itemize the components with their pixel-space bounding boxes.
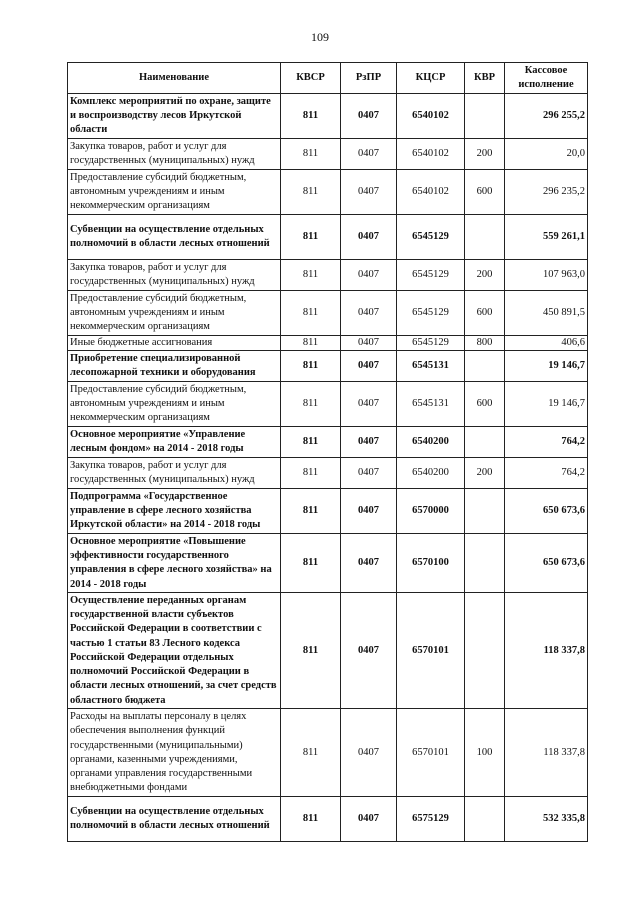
row-kvsr-cell: 811 (281, 534, 341, 593)
row-amount-cell: 650 673,6 (505, 489, 588, 534)
row-name-cell: Осуществление переданных органам государственной власти субъектов Российской Федерации в соответствии с частью 1 статьи 83 Лесного кодекса Российской Федерации отдельных полномочий Российской Федерации в области лесных отношений, за счет средств областного бюджета (68, 593, 281, 709)
row-amount-cell: 532 335,8 (505, 797, 588, 842)
row-kcsr-cell: 6545131 (397, 382, 465, 427)
row-kvsr-cell: 811 (281, 170, 341, 215)
row-kvr-cell: 600 (465, 382, 505, 427)
budget-table (67, 62, 588, 842)
row-kcsr-cell: 6540200 (397, 458, 465, 489)
row-name-cell: Основное мероприятие «Повышение эффективности государственного управления в сфере лесного хозяйства» на 2014 - 2018 годы (68, 534, 281, 593)
header-kvsr: КВСР (281, 63, 341, 94)
row-amount-cell: 107 963,0 (505, 260, 588, 291)
row-kvsr-cell: 811 (281, 489, 341, 534)
table-row (68, 139, 588, 170)
row-kcsr-cell: 6570101 (397, 593, 465, 709)
row-rzpr-cell: 0407 (341, 382, 397, 427)
row-rzpr-cell: 0407 (341, 427, 397, 458)
row-rzpr-cell: 0407 (341, 139, 397, 170)
row-name-cell: Субвенции на осуществление отдельных полномочий в области лесных отношений (68, 215, 281, 260)
header-kcsr: КЦСР (397, 63, 465, 94)
row-kcsr-cell: 6570101 (397, 709, 465, 797)
row-kvsr-cell: 811 (281, 458, 341, 489)
row-amount-cell: 19 146,7 (505, 382, 588, 427)
row-amount-cell: 450 891,5 (505, 291, 588, 336)
row-kvsr-cell: 811 (281, 351, 341, 382)
row-amount-cell: 764,2 (505, 458, 588, 489)
row-kvr-cell: 200 (465, 260, 505, 291)
table-row (68, 291, 588, 336)
row-amount-cell: 650 673,6 (505, 534, 588, 593)
row-name-cell: Закупка товаров, работ и услуг для государственных (муниципальных) нужд (68, 458, 281, 489)
table-row (68, 709, 588, 797)
row-kcsr-cell: 6570100 (397, 534, 465, 593)
row-rzpr-cell: 0407 (341, 336, 397, 351)
row-kvsr-cell: 811 (281, 427, 341, 458)
row-kvsr-cell: 811 (281, 797, 341, 842)
row-rzpr-cell: 0407 (341, 534, 397, 593)
row-kcsr-cell: 6540102 (397, 139, 465, 170)
row-kvr-cell: 200 (465, 458, 505, 489)
row-kvr-cell: 600 (465, 291, 505, 336)
row-kvsr-cell: 811 (281, 260, 341, 291)
table-row (68, 489, 588, 534)
row-kcsr-cell: 6545129 (397, 215, 465, 260)
row-rzpr-cell: 0407 (341, 458, 397, 489)
header-rzpr: РзПР (341, 63, 397, 94)
row-rzpr-cell: 0407 (341, 170, 397, 215)
header-amount: Кассовое исполнение (505, 63, 588, 94)
table-row (68, 458, 588, 489)
row-amount-cell: 296 255,2 (505, 94, 588, 139)
row-name-cell: Подпрограмма «Государственное управление в сфере лесного хозяйства Иркутской области» на 2014 - 2018 годы (68, 489, 281, 534)
table-body (68, 94, 588, 842)
row-kvr-cell (465, 94, 505, 139)
row-kvr-cell (465, 215, 505, 260)
row-kvsr-cell: 811 (281, 709, 341, 797)
row-name-cell: Расходы на выплаты персоналу в целях обеспечения выполнения функций государственными (муниципальными) органами, казенными учреждениями, органами управления государственными внебюджетными фондами (68, 709, 281, 797)
row-kvr-cell (465, 351, 505, 382)
row-name-cell: Иные бюджетные ассигнования (68, 336, 281, 351)
row-kvr-cell (465, 797, 505, 842)
table-row (68, 797, 588, 842)
table-row (68, 94, 588, 139)
table-row (68, 170, 588, 215)
row-kcsr-cell: 6540102 (397, 170, 465, 215)
row-kvr-cell (465, 427, 505, 458)
row-amount-cell: 20,0 (505, 139, 588, 170)
table-row (68, 215, 588, 260)
row-rzpr-cell: 0407 (341, 215, 397, 260)
row-kvsr-cell: 811 (281, 139, 341, 170)
row-name-cell: Закупка товаров, работ и услуг для государственных (муниципальных) нужд (68, 139, 281, 170)
row-amount-cell: 118 337,8 (505, 593, 588, 709)
table-row (68, 260, 588, 291)
row-kvr-cell: 600 (465, 170, 505, 215)
row-name-cell: Предоставление субсидий бюджетным, автономным учреждениям и иным некоммерческим организациям (68, 382, 281, 427)
header-name: Наименование (68, 63, 281, 94)
row-rzpr-cell: 0407 (341, 593, 397, 709)
row-rzpr-cell: 0407 (341, 260, 397, 291)
row-rzpr-cell: 0407 (341, 709, 397, 797)
row-rzpr-cell: 0407 (341, 291, 397, 336)
header-kvr: КВР (465, 63, 505, 94)
row-kvr-cell (465, 489, 505, 534)
row-kvsr-cell: 811 (281, 593, 341, 709)
row-kcsr-cell: 6575129 (397, 797, 465, 842)
table-row (68, 593, 588, 709)
row-kcsr-cell: 6545129 (397, 291, 465, 336)
table-row (68, 336, 588, 351)
row-kcsr-cell: 6545131 (397, 351, 465, 382)
row-kcsr-cell: 6540200 (397, 427, 465, 458)
row-name-cell: Предоставление субсидий бюджетным, автономным учреждениям и иным некоммерческим организациям (68, 291, 281, 336)
table-header-row (68, 63, 588, 94)
row-kvr-cell (465, 593, 505, 709)
table-row (68, 382, 588, 427)
row-kvsr-cell: 811 (281, 291, 341, 336)
row-rzpr-cell: 0407 (341, 94, 397, 139)
row-name-cell: Субвенции на осуществление отдельных полномочий в области лесных отношений (68, 797, 281, 842)
row-amount-cell: 406,6 (505, 336, 588, 351)
row-kcsr-cell: 6570000 (397, 489, 465, 534)
row-amount-cell: 118 337,8 (505, 709, 588, 797)
row-kvr-cell: 200 (465, 139, 505, 170)
row-name-cell: Приобретение специализированной лесопожарной техники и оборудования (68, 351, 281, 382)
table-row (68, 427, 588, 458)
row-kvr-cell: 100 (465, 709, 505, 797)
row-amount-cell: 559 261,1 (505, 215, 588, 260)
row-kvr-cell: 800 (465, 336, 505, 351)
table-row (68, 351, 588, 382)
row-kvsr-cell: 811 (281, 215, 341, 260)
row-kvsr-cell: 811 (281, 94, 341, 139)
row-kcsr-cell: 6545129 (397, 336, 465, 351)
row-amount-cell: 764,2 (505, 427, 588, 458)
row-name-cell: Основное мероприятие «Управление лесным фондом» на 2014 - 2018 годы (68, 427, 281, 458)
row-kvr-cell (465, 534, 505, 593)
row-name-cell: Закупка товаров, работ и услуг для государственных (муниципальных) нужд (68, 260, 281, 291)
row-rzpr-cell: 0407 (341, 489, 397, 534)
row-name-cell: Комплекс мероприятий по охране, защите и воспроизводству лесов Иркутской области (68, 94, 281, 139)
row-name-cell: Предоставление субсидий бюджетным, автономным учреждениям и иным некоммерческим организациям (68, 170, 281, 215)
row-rzpr-cell: 0407 (341, 797, 397, 842)
row-kvsr-cell: 811 (281, 382, 341, 427)
page-number: 109 (311, 30, 329, 44)
row-amount-cell: 296 235,2 (505, 170, 588, 215)
row-kcsr-cell: 6545129 (397, 260, 465, 291)
row-rzpr-cell: 0407 (341, 351, 397, 382)
row-amount-cell: 19 146,7 (505, 351, 588, 382)
table-row (68, 534, 588, 593)
row-kvsr-cell: 811 (281, 336, 341, 351)
row-kcsr-cell: 6540102 (397, 94, 465, 139)
